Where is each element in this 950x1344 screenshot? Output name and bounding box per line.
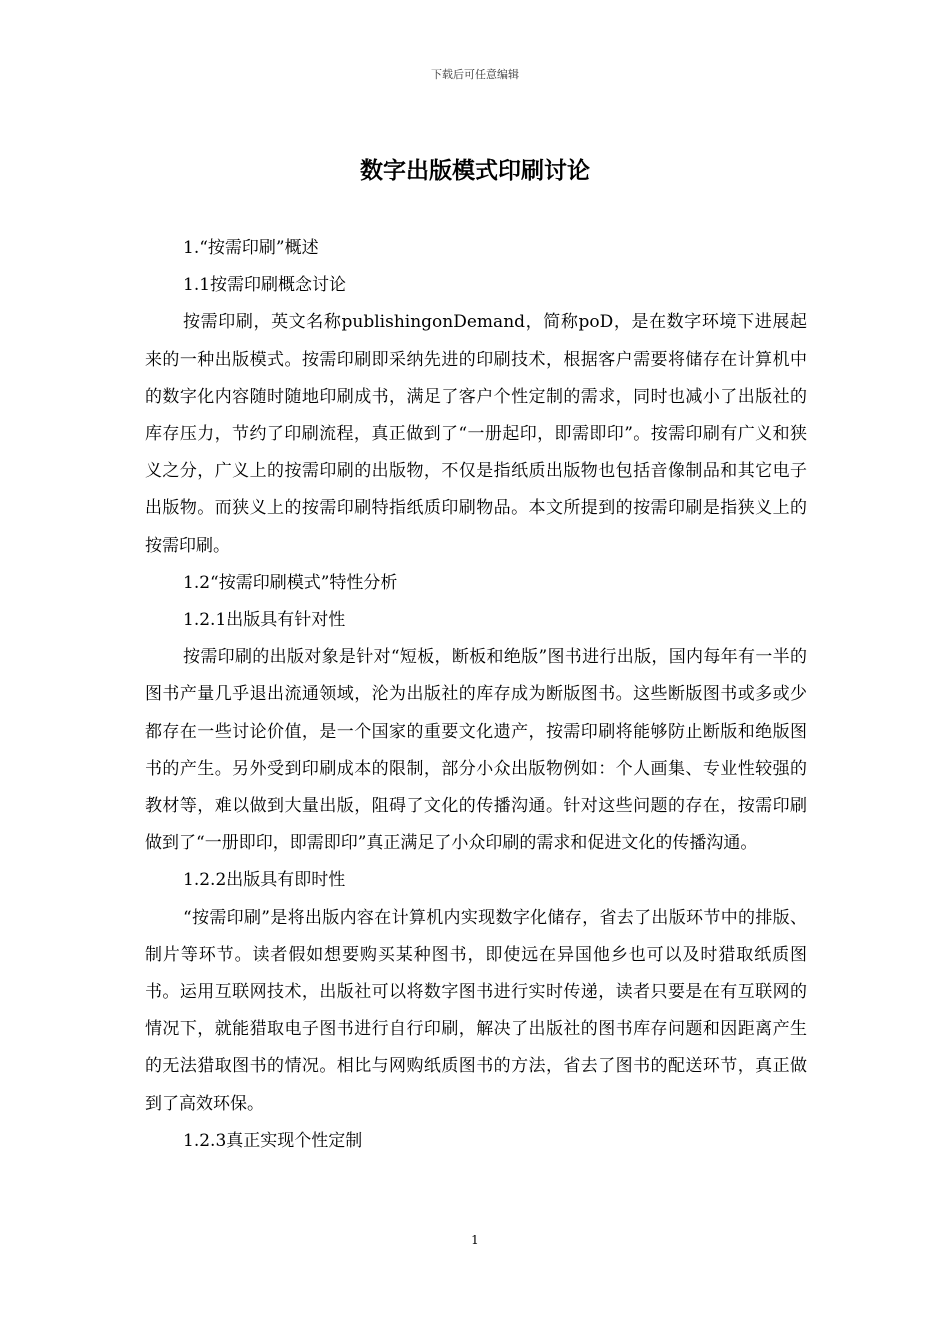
- page-header: 下载后可任意编辑: [431, 68, 519, 81]
- page-number: 1: [471, 1233, 479, 1247]
- section-heading-1-1: 1.1按需印刷概念讨论: [183, 275, 347, 296]
- section-heading-1-2-2: 1.2.2出版具有即时性: [183, 870, 346, 891]
- document-body: [145, 230, 807, 1160]
- section-heading-1-2-1: 1.2.1出版具有针对性: [183, 610, 346, 631]
- section-heading-1: 1.“按需印刷”概述: [183, 238, 319, 258]
- section-heading-1-2: 1.2“按需印刷模式”特性分析: [183, 572, 398, 593]
- paragraph: 按需印刷，英文名称publishingonDemand，简称poD，是在数字环境下进展起来的一种出版模式。按需印刷即采纳先进的印刷技术，根据客户需要将储存在计算机中的数字化内容随时随地印刷成书，满足了客户个性定制的需求，同时也减小了出版社的库存压力，节约了印刷流程，真正做到了“一册起印，即需即印”。按需印刷有广义和狭义之分，广义上的按需印刷的出版物，不仅是指纸质出版物也包括音像制品和其它电子出版物。而狭义上的按需印刷特指纸质印刷物品。本文所提到的按需印刷是指狭义上的按需印刷。: [145, 312, 807, 556]
- paragraph: “按需印刷”是将出版内容在计算机内实现数字化储存，省去了出版环节中的排版、制片等环节。读者假如想要购买某种图书，即使远在异国他乡也可以及时猎取纸质图书。运用互联网技术，出版社可以将数字图书进行实时传递，读者只要是在有互联网的情况下，就能猎取电子图书进行自行印刷，解决了出版社的图书库存问题和因距离产生的无法猎取图书的情况。相比与网购纸质图书的方法，省去了图书的配送环节，真正做到了高效环保。: [145, 907, 807, 1114]
- paragraph: 按需印刷的出版对象是针对“短板，断板和绝版”图书进行出版，国内每年有一半的图书产量几乎退出流通领域，沦为出版社的库存成为断版图书。这些断版图书或多或少都存在一些讨论价值，是一个国家的重要文化遗产，按需印刷将能够防止断版和绝版图书的产生。另外受到印刷成本的限制，部分小众出版物例如：个人画集、专业性较强的教材等，难以做到大量出版，阻碍了文化的传播沟通。针对这些问题的存在，按需印刷做到了“一册即印，即需即印”真正满足了小众印刷的需求和促进文化的传播沟通。: [145, 647, 807, 854]
- document-title: 数字出版模式印刷讨论: [360, 158, 590, 184]
- section-heading-1-2-3: 1.2.3真正实现个性定制: [183, 1130, 363, 1151]
